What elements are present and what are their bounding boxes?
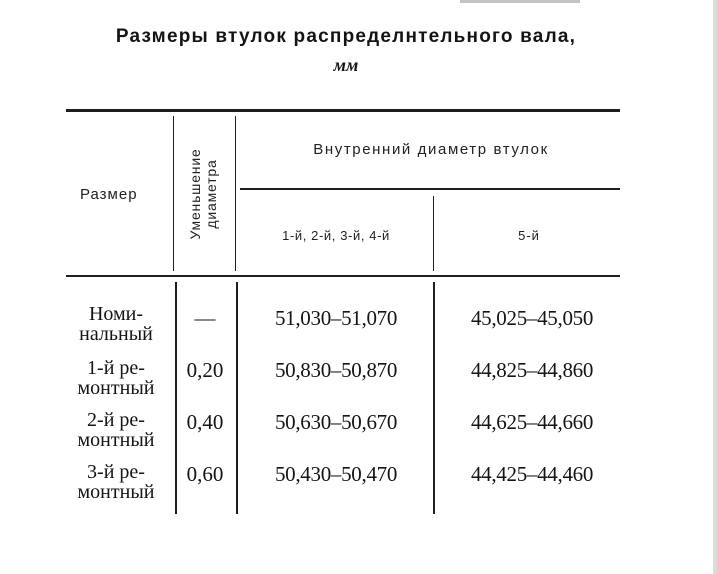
table-title-unit: мм <box>333 55 359 75</box>
row-inner-1-4: 51,030–51,070 <box>274 306 398 330</box>
table-top-rule <box>66 109 620 112</box>
header-sub-rule <box>240 188 620 190</box>
row-inner-5: 45,025–45,050 <box>470 306 594 330</box>
row-name: Номи- нальный <box>79 303 153 345</box>
header-bottom-rule <box>66 275 620 277</box>
row-inner-5: 44,825–44,860 <box>470 358 594 382</box>
header-inner-diameter: Внутренний диаметр втулок <box>313 141 549 158</box>
row-inner-5: 44,425–44,460 <box>470 462 594 486</box>
header-divider-2 <box>235 116 236 271</box>
row-name: 2-й ре- монтный <box>77 409 155 451</box>
row-inner-5: 44,625–44,660 <box>470 410 594 434</box>
row-name: 1-й ре- монтный <box>77 357 155 399</box>
row-name: 3-й ре- монтный <box>77 461 155 503</box>
header-reduction-label: Уменьшение диаметра <box>187 148 219 240</box>
row-inner-1-4: 50,430–50,470 <box>274 462 398 486</box>
scan-edge-shadow <box>713 0 717 574</box>
row-reduction: 0,20 <box>186 358 224 382</box>
row-inner-1-4: 50,830–50,870 <box>274 358 398 382</box>
row-reduction: — <box>194 306 216 330</box>
header-size: Размер <box>80 186 138 203</box>
header-col-5: 5-й <box>518 228 540 243</box>
row-reduction: 0,40 <box>186 410 224 434</box>
header-col-1234: 1-й, 2-й, 3-й, 4-й <box>282 228 390 243</box>
row-inner-1-4: 50,630–50,670 <box>274 410 398 434</box>
row-reduction: 0,60 <box>186 462 224 486</box>
scan-top-artifact <box>460 0 580 3</box>
header-divider-1 <box>173 116 174 271</box>
table-title: Размеры втулок распределнтельного вала, <box>115 26 577 47</box>
